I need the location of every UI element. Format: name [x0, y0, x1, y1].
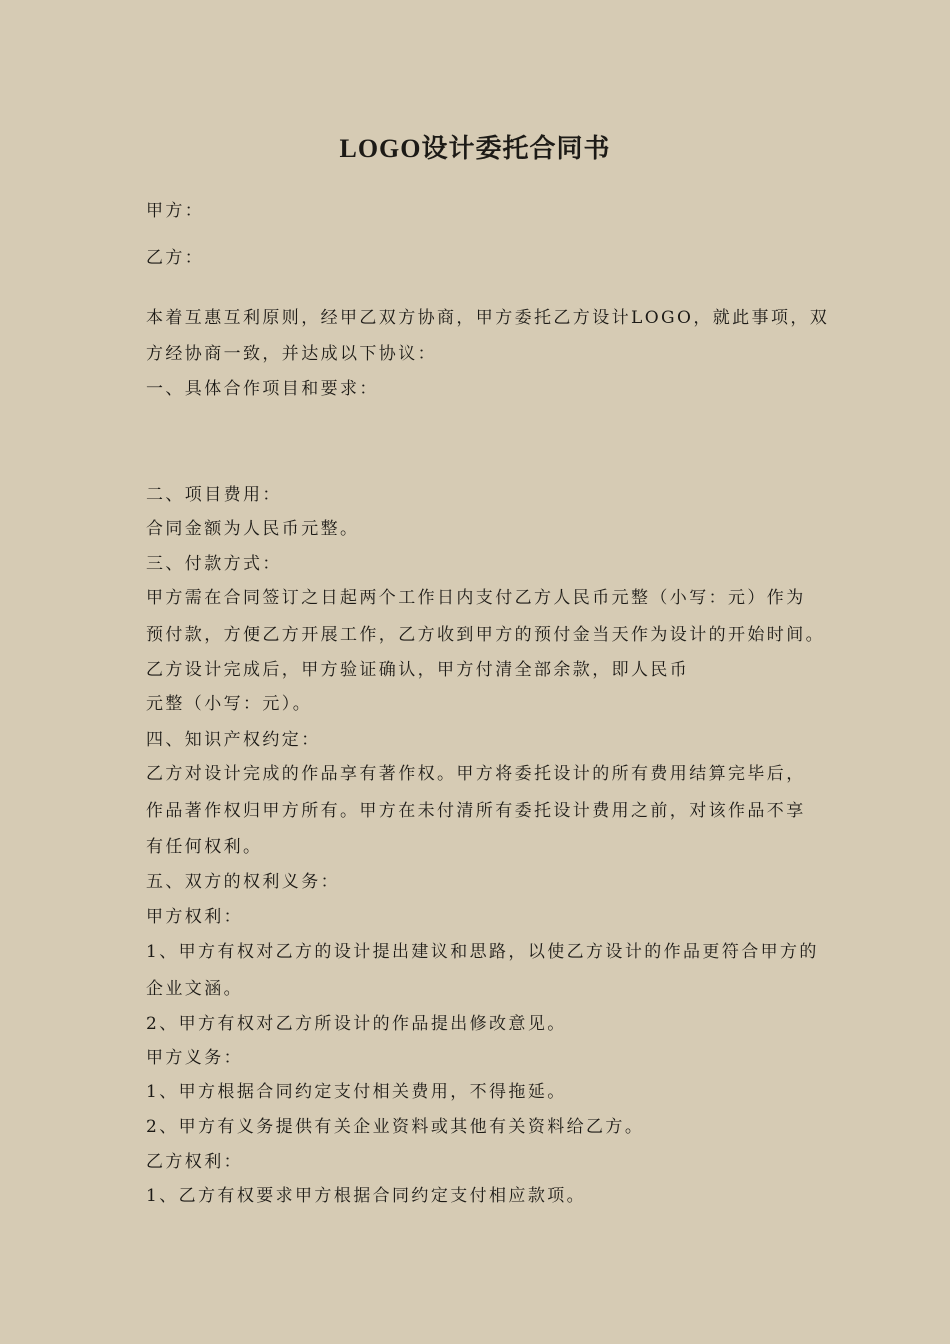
subsection-heading: 乙方权利： — [146, 1152, 243, 1172]
paragraph-line: 乙方设计完成后，甲方验证确认，甲方付清全部余款，即人民币 — [146, 660, 690, 680]
list-item: 1、乙方有权要求甲方根据合同约定支付相应款项。 — [146, 1186, 587, 1206]
section-heading: 三、付款方式： — [146, 554, 282, 574]
list-item: 企业文涵。 — [146, 979, 243, 999]
list-item: 2、甲方有义务提供有关企业资料或其他有关资料给乙方。 — [146, 1117, 645, 1137]
paragraph-line: 有任何权利。 — [146, 837, 263, 857]
paragraph-line: 预付款，方便乙方开展工作，乙方收到甲方的预付金当天作为设计的开始时间。 — [146, 625, 825, 645]
subsection-heading: 甲方权利： — [146, 907, 243, 927]
section-heading: 一、具体合作项目和要求： — [146, 379, 379, 399]
paragraph-line: 元整（小写：元）。 — [146, 694, 313, 714]
list-item: 2、甲方有权对乙方所设计的作品提出修改意见。 — [146, 1014, 567, 1034]
section-heading: 四、知识产权约定： — [146, 730, 321, 750]
section-heading: 五、双方的权利义务： — [146, 872, 340, 892]
paragraph-line: 合同金额为人民币元整。 — [146, 519, 360, 539]
party-a-label: 甲方： — [146, 201, 205, 221]
paragraph-line: 乙方对设计完成的作品享有著作权。甲方将委托设计的所有费用结算完毕后， — [146, 764, 806, 784]
paragraph-line: 作品著作权归甲方所有。甲方在未付清所有委托设计费用之前，对该作品不享 — [146, 801, 806, 821]
list-item: 1、甲方根据合同约定支付相关费用，不得拖延。 — [146, 1082, 567, 1102]
party-b-label: 乙方： — [146, 248, 205, 268]
intro-line: 方经协商一致，并达成以下协议： — [146, 344, 437, 364]
subsection-heading: 甲方义务： — [146, 1048, 243, 1068]
section-heading: 二、项目费用： — [146, 485, 282, 505]
list-item: 1、甲方有权对乙方的设计提出建议和思路，以使乙方设计的作品更符合甲方的 — [146, 942, 819, 962]
intro-line: 本着互惠互利原则，经甲乙双方协商，甲方委托乙方设计LOGO，就此事项，双 — [146, 308, 830, 328]
page-title: LOGO设计委托合同书 — [339, 134, 611, 163]
paragraph-line: 甲方需在合同签订之日起两个工作日内支付乙方人民币元整（小写：元）作为 — [146, 588, 806, 608]
